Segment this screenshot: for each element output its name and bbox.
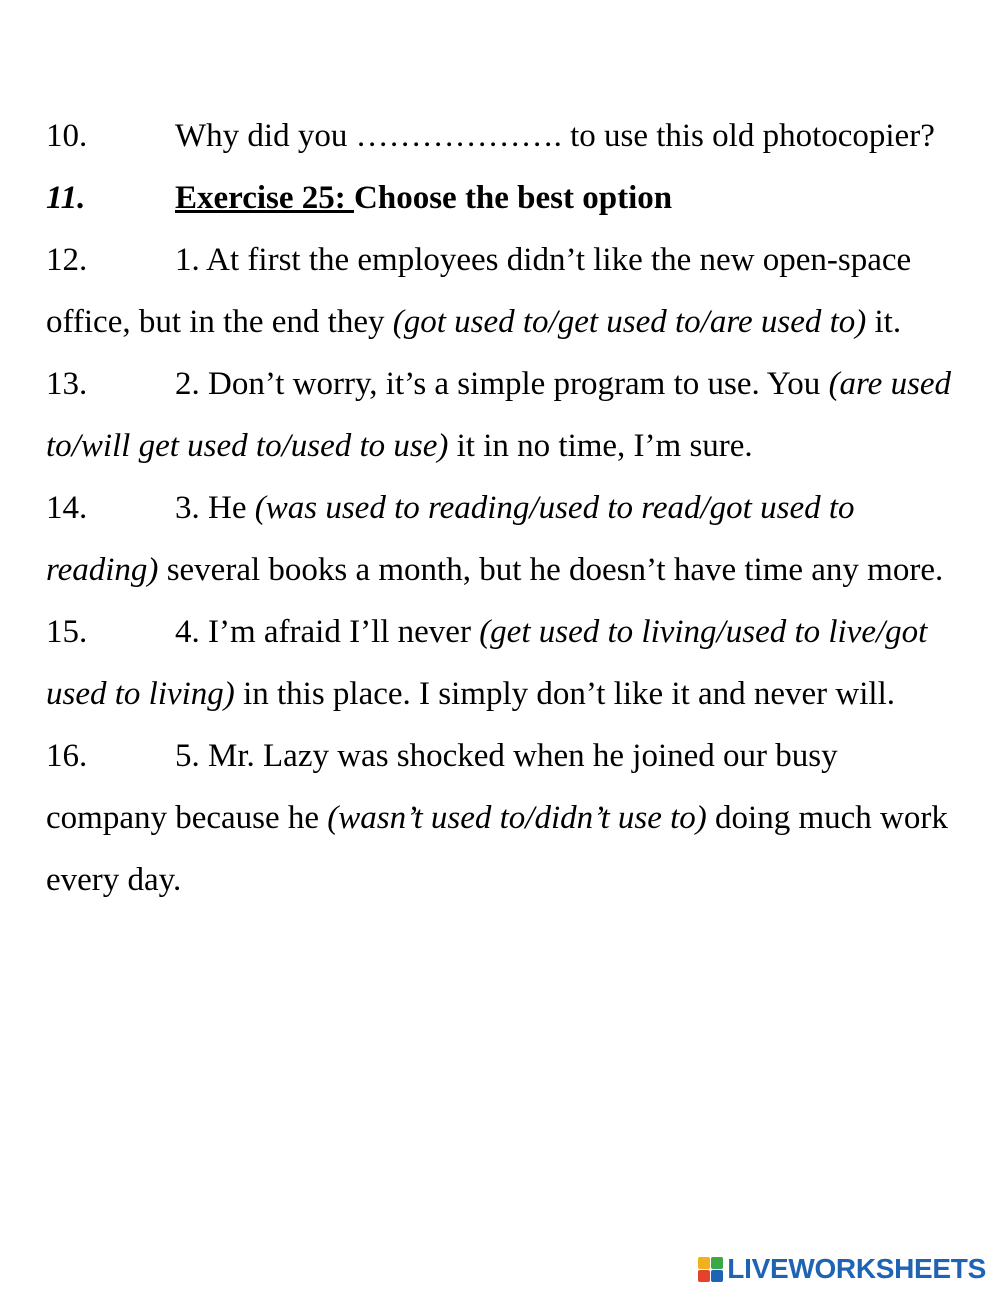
item-number: 15. [46,614,88,650]
question-text: 1. At first the employees didn’t like the new open-space office, but in the end they [46,242,912,340]
question-text: doing much work every day. [46,800,948,898]
answer-options: (are used to/will get used to/used to use) [46,366,952,464]
question-text: Why did you ………………. to use this old photocopier? [175,118,935,154]
item-number: 11. [46,180,86,216]
liveworksheets-logo [698,1251,986,1287]
item-number: 13. [46,366,88,402]
exercise-heading [46,167,956,229]
answer-options: (get used to living/used to live/got used to living) [46,614,928,712]
question-item [46,725,956,911]
question-item [46,105,956,167]
question-item [46,477,956,601]
worksheet-body [46,105,956,911]
exercise-label: Exercise 25: [175,180,355,216]
item-number: 10. [46,118,88,154]
question-text: several books a month, but he doesn’t have time any more. [158,552,944,588]
question-item [46,601,956,725]
question-text: 5. Mr. Lazy was shocked when he joined our busy company because he [46,738,838,836]
item-number: 12. [46,242,88,278]
logo-square-green [711,1257,723,1269]
answer-options: (got used to/get used to/are used to) [392,304,867,340]
answer-options: (wasn’t used to/didn’t use to) [327,800,707,836]
exercise-title: Choose the best option [354,180,673,216]
logo-text: LIVEWORKSHEETS [727,1253,986,1284]
logo-square-yellow [698,1257,710,1269]
item-number: 14. [46,490,88,526]
question-text: it in no time, I’m sure. [448,428,753,464]
question-item [46,229,956,353]
question-text: it. [866,304,902,340]
question-text: 2. Don’t worry, it’s a simple program to use. You [175,366,829,402]
answer-options: (was used to reading/used to read/got used to reading) [46,490,855,588]
logo-square-blue [711,1270,723,1282]
logo-square-red [698,1270,710,1282]
question-text: in this place. I simply don’t like it and never will. [234,676,896,712]
question-item [46,353,956,477]
item-number: 16. [46,738,88,774]
question-text: 4. I’m afraid I’ll never [175,614,480,650]
logo-mark-icon [698,1257,723,1282]
question-text: 3. He [175,490,255,526]
